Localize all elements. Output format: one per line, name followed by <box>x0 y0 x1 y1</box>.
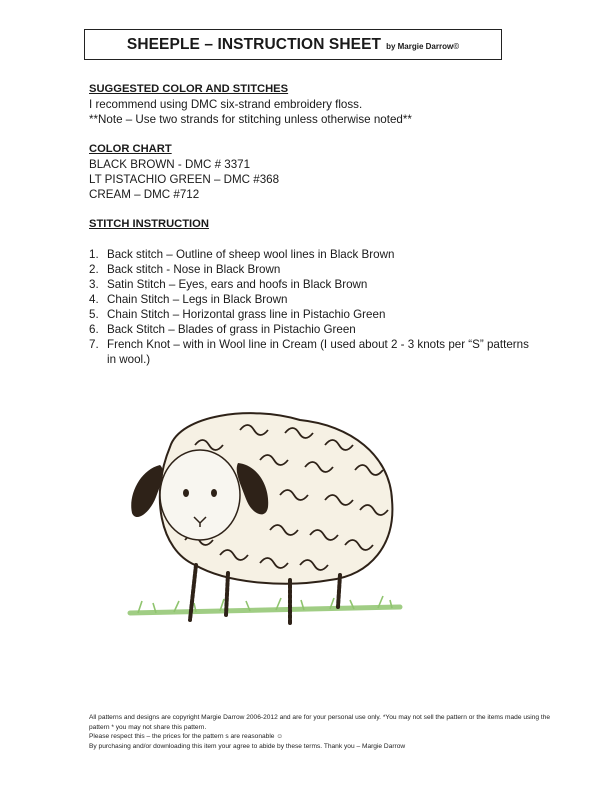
note-text: **Note – Use two strands for stitching unless otherwise noted** <box>89 113 412 126</box>
recommend-text: I recommend using DMC six-strand embroidery floss. <box>89 98 363 111</box>
stitch-list <box>89 247 529 367</box>
sheep-illustration <box>100 375 428 687</box>
copyright-text: All patterns and designs are copyright Margie Darrow 2006-2012 and are for your personal use only. *You may not sell the pattern or the items made using the pattern * you may not share this pattern. <box>89 714 551 731</box>
list-item: 6. Back Stitch – Blades of grass in Pistachio Green <box>89 323 356 336</box>
list-item: 3. Satin Stitch – Eyes, ears and hoofs in Black Brown <box>89 278 368 291</box>
terms-text: By purchasing and/or downloading this item your agree to abide by these terms. Thank you – Margie Darrow <box>89 742 406 750</box>
stitch-instruction-heading: STITCH INSTRUCTION <box>89 218 209 230</box>
author-byline: by Margie Darrow© <box>386 42 460 51</box>
left-ear <box>131 465 163 517</box>
list-item: 7. French Knot – with in Wool line in Cream (I used about 2 - 3 knots per “S” patterns in wool.) <box>89 338 529 366</box>
list-item: 1. Back stitch – Outline of sheep wool lines in Black Brown <box>89 248 395 261</box>
grass <box>130 596 400 613</box>
color-item: BLACK BROWN - DMC # 3371 <box>89 158 251 171</box>
suggested-heading: SUGGESTED COLOR AND STITCHES <box>89 83 289 95</box>
right-eye <box>211 489 217 497</box>
color-chart-heading: COLOR CHART <box>89 143 172 155</box>
instructions-content <box>89 82 529 367</box>
title-box <box>84 29 502 60</box>
left-eye <box>183 489 189 497</box>
list-item: 2. Back stitch - Nose in Black Brown <box>89 263 281 276</box>
list-item: 4. Chain Stitch – Legs in Black Brown <box>89 293 288 306</box>
list-item: 5. Chain Stitch – Horizontal grass line in Pistachio Green <box>89 308 386 321</box>
page-title: SHEEPLE – INSTRUCTION SHEET <box>126 35 382 53</box>
sheep-embroidery-photo <box>100 375 428 687</box>
respect-text: Please respect this – the prices for the pattern s are reasonable ☺ <box>89 733 284 740</box>
copyright-footer <box>89 713 559 751</box>
color-item: LT PISTACHIO GREEN – DMC #368 <box>89 173 280 186</box>
color-item: CREAM – DMC #712 <box>89 188 200 201</box>
